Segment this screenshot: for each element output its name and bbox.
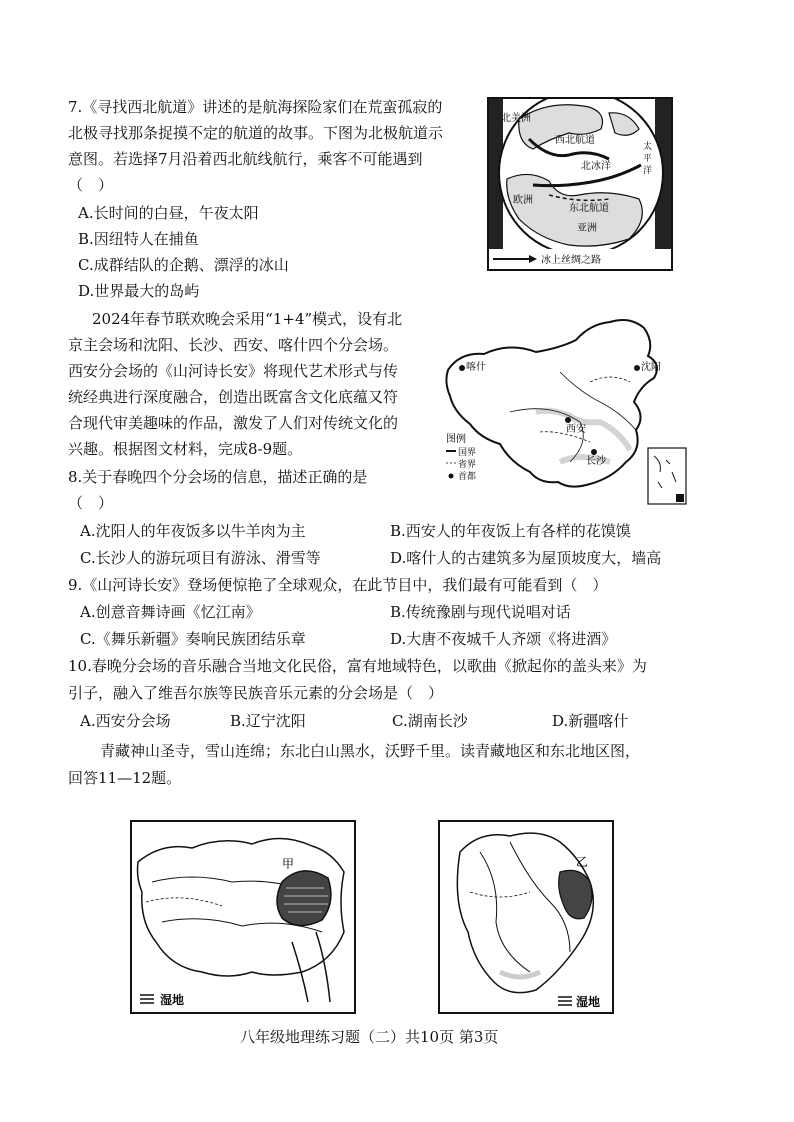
arctic-map-graphic	[489, 99, 671, 269]
label-northeast-route: 东北航道	[569, 203, 609, 214]
q8-line-1: 8.关于春晚四个分会场的信息，描述正确的是	[68, 468, 368, 486]
intro-8-9-line-6: 兴趣。根据图文材料，完成8-9题。	[68, 440, 303, 458]
china-map-graphic	[440, 312, 690, 508]
q10-line-1: 10.春晚分会场的音乐融合当地文化民俗，富有地域特色，以歌曲《掀起你的盖头来》为	[68, 657, 647, 675]
q9-option-d: D.大唐不夜城千人齐颂《将进酒》	[390, 630, 617, 648]
q10-option-c: C.湖南长沙	[392, 712, 468, 730]
intro-11-12-line-2: 回答11—12题。	[68, 769, 182, 787]
q7-option-c: C.成群结队的企鹅、漂浮的冰山	[78, 256, 289, 274]
legend-national-border: 国界	[458, 448, 477, 458]
label-asia: 亚洲	[577, 223, 597, 234]
northeast-map	[438, 820, 614, 1014]
q7-line-1: 7.《寻找西北航道》讲述的是航海探险家们在荒蛮孤寂的	[68, 98, 443, 116]
label-pacific-1: 太	[643, 142, 653, 152]
marker-jia: 甲	[282, 857, 295, 871]
legend-wetland-ne: 湿地	[576, 995, 601, 1009]
arctic-route-map	[487, 97, 673, 271]
label-northwest-route: 西北航道	[555, 135, 595, 146]
intro-8-9-line-1: 2024年春节联欢晚会采用“1+4”模式，设有北	[92, 310, 403, 328]
q10-option-d: D.新疆喀什	[552, 712, 629, 730]
qinghai-tibet-map	[130, 820, 356, 1014]
q7-line-4: （ ）	[68, 176, 114, 194]
q7-option-b: B.因纽特人在捕鱼	[78, 230, 199, 248]
q10-option-a: A.西安分会场	[80, 712, 171, 730]
q9-stem: 9.《山河诗长安》登场便惊艳了全球观众，在此节目中，我们最有可能看到（ ）	[68, 576, 608, 594]
city-changsha: 长沙	[586, 456, 606, 467]
label-arctic-ocean: 北冰洋	[581, 161, 611, 172]
qinghai-tibet-graphic	[132, 822, 354, 1012]
legend-ice-silk-road: 冰上丝绸之路	[541, 255, 601, 266]
q10-option-b: B.辽宁沈阳	[230, 712, 306, 730]
wetland-legend-icon	[140, 995, 154, 1003]
intro-8-9-line-2: 京主会场和沈阳、长沙、西安、喀什四个分会场。	[68, 336, 399, 354]
legend-province-border: 省界	[458, 460, 477, 470]
marker-yi: 乙	[576, 855, 589, 869]
q7-option-d: D.世界最大的岛屿	[78, 282, 200, 300]
label-pacific-2: 平	[643, 154, 653, 164]
q7-line-2: 北极寻找那条捉摸不定的航道的故事。下图为北极航道示	[68, 124, 444, 142]
legend-capital: 首都	[458, 472, 477, 482]
q8-option-b: B.西安人的年夜饭上有各样的花馍馍	[390, 522, 631, 540]
legend-wetland-qt: 湿地	[160, 993, 185, 1007]
q8-option-c: C.长沙人的游玩项目有游泳、滑雪等	[80, 549, 321, 567]
intro-11-12-line-1: 青藏神山圣寺，雪山连绵；东北白山黑水，沃野千里。读青藏地区和东北地区图，	[100, 742, 641, 760]
legend-title: 图例	[446, 434, 466, 445]
q7-line-3: 意图。若选择7月沿着西北航线航行，乘客不可能遇到	[68, 150, 423, 168]
label-pacific-3: 洋	[643, 166, 653, 176]
q8-line-2: （ ）	[68, 494, 114, 512]
city-kashgar: 喀什	[466, 362, 486, 373]
q10-line-2: 引子，融入了维吾尔族等民族音乐元素的分会场是（ ）	[68, 684, 444, 702]
q9-option-a: A.创意音舞诗画《忆江南》	[80, 603, 261, 621]
label-north-america: 北美洲	[501, 113, 531, 124]
q9-option-c: C.《舞乐新疆》奏响民族团结乐章	[80, 630, 306, 648]
q8-option-d: D.喀什人的古建筑多为屋顶坡度大，墙高	[390, 549, 662, 567]
northeast-graphic	[440, 822, 612, 1012]
city-shenyang: 沈阳	[641, 362, 661, 373]
page-footer: 八年级地理练习题（二）共10页 第3页	[240, 1028, 499, 1046]
intro-8-9-line-5: 合现代审美趣味的作品，激发了人们对传统文化的	[68, 414, 399, 432]
china-map	[440, 312, 690, 508]
q9-option-b: B.传统豫剧与现代说唱对话	[390, 603, 571, 621]
intro-8-9-line-4: 统经典进行深度融合，创造出既富含文化底蕴又符	[68, 388, 399, 406]
q8-option-a: A.沈阳人的年夜饭多以牛羊肉为主	[80, 522, 306, 540]
wetland-legend-icon-ne	[558, 997, 572, 1005]
q7-option-a: A.长时间的白昼，午夜太阳	[78, 204, 259, 222]
intro-8-9-line-3: 西安分会场的《山河诗长安》将现代艺术形式与传	[68, 362, 399, 380]
city-xian: 西安	[566, 424, 586, 435]
label-europe: 欧洲	[513, 195, 533, 206]
